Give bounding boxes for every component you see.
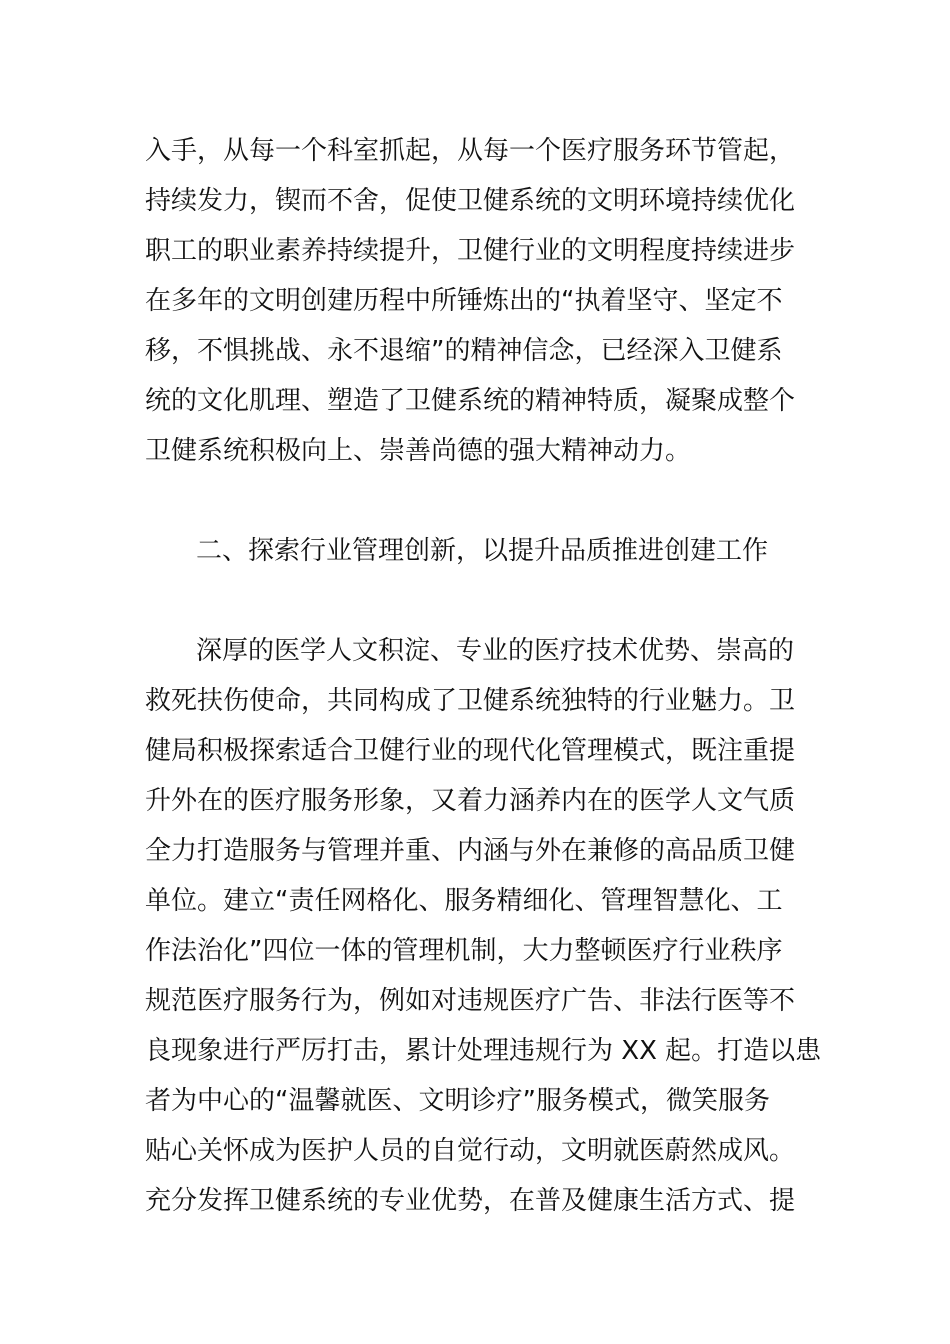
paragraph-1-line-2: 持续发力，锲而不舍，促使卫健系统的文明环境持续优化 [145, 186, 796, 216]
paragraph-1-line-7: 卫健系统积极向上、崇善尚德的强大精神动力。 [145, 436, 692, 466]
paragraph-1-line-6: 统的文化肌理、塑造了卫健系统的精神特质，凝聚成整个 [145, 386, 796, 416]
paragraph-2-line-2: 救死扶伤使命，共同构成了卫健系统独特的行业魅力。卫 [145, 686, 796, 716]
paragraph-2-line-7: 作法治化”四位一体的管理机制，大力整顿医疗行业秩序 [145, 936, 783, 966]
paragraph-2-line-4: 升外在的医疗服务形象，又着力涵养内在的医学人文气质 [145, 786, 796, 816]
paragraph-1-line-4: 在多年的文明创建历程中所锤炼出的“执着坚守、坚定不 [145, 286, 783, 316]
paragraph-2-line-1: 深厚的医学人文积淀、专业的医疗技术优势、崇高的 [196, 636, 795, 666]
paragraph-2-line-11: 贴心关怀成为医护人员的自觉行动，文明就医蔚然成风。 [145, 1136, 796, 1166]
paragraph-2-line-10: 者为中心的“温馨就医、文明诊疗”服务模式，微笑服务 [145, 1086, 770, 1116]
paragraph-2-line-9: 良现象进行严厉打击，累计处理违规行为 XX 起。打造以患 [145, 1036, 822, 1066]
paragraph-1-line-1: 入手，从每一个科室抓起，从每一个医疗服务环节管起， [145, 136, 796, 166]
paragraph-2-line-6: 单位。建立“责任网格化、服务精细化、管理智慧化、工 [145, 886, 783, 916]
paragraph-2-line-5: 全力打造服务与管理并重、内涵与外在兼修的高品质卫健 [145, 836, 796, 866]
paragraph-1-line-5: 移，不惧挑战、永不退缩”的精神信念，已经深入卫健系 [145, 336, 783, 366]
paragraph-1-line-3: 职工的职业素养持续提升，卫健行业的文明程度持续进步 [145, 236, 796, 266]
paragraph-2-line-3: 健局积极探索适合卫健行业的现代化管理模式，既注重提 [145, 736, 796, 766]
paragraph-2-line-8: 规范医疗服务行为，例如对违规医疗广告、非法行医等不 [145, 986, 796, 1016]
section-heading-2: 二、探索行业管理创新，以提升品质推进创建工作 [196, 536, 769, 566]
paragraph-2-line-12: 充分发挥卫健系统的专业优势，在普及健康生活方式、提 [145, 1186, 796, 1216]
